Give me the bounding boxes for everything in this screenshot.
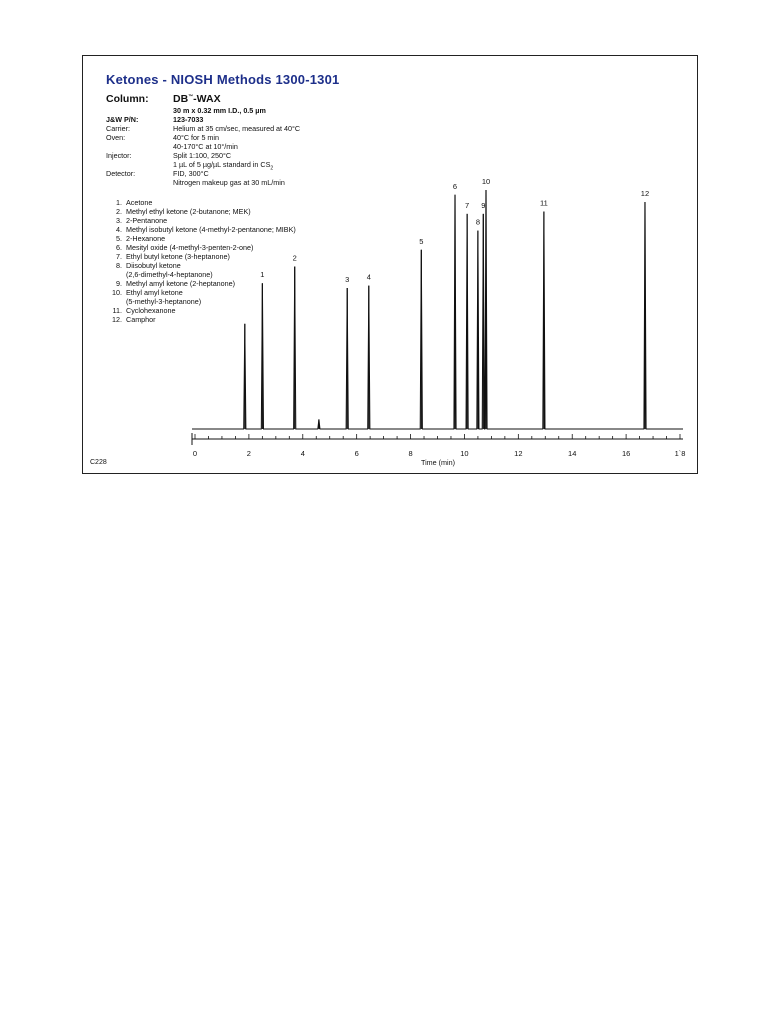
peak-label: 10: [481, 177, 491, 186]
legend-item: 8. Diisobutyl ketone: [116, 261, 181, 270]
x-tick-label: 4: [300, 449, 305, 458]
info-value: FID, 300°C: [173, 169, 209, 178]
info-key: J&W P/N:: [106, 115, 139, 124]
legend-item: 9. Methyl amyl ketone (2-heptanone): [116, 279, 236, 288]
legend-item: 1. Acetone: [116, 198, 153, 207]
peak-label: 8: [475, 217, 481, 227]
legend-item: 2. Methyl ethyl ketone (2-butanone; MEK): [116, 207, 251, 216]
column-value-post: -WAX: [193, 93, 221, 105]
x-tick-label: 1`8: [674, 449, 686, 458]
peak-label: 4: [366, 272, 371, 282]
page-title: Ketones - NIOSH Methods 1300-1301: [106, 72, 340, 87]
legend-item: 12. Camphor: [112, 315, 156, 324]
info-key: Detector:: [106, 169, 136, 178]
x-tick-label: 6: [354, 449, 359, 458]
chromatogram-trace: [192, 190, 683, 429]
peak-label: 2: [292, 253, 297, 263]
x-tick-label: 10: [460, 449, 469, 458]
column-label: Column:: [106, 93, 149, 105]
x-tick-label: 14: [568, 449, 577, 458]
x-tick-label: 8: [408, 449, 413, 458]
legend-item: 10. Ethyl amyl ketone: [112, 288, 183, 297]
info-value: 40-170°C at 10°/min: [173, 142, 238, 151]
info-value: 1 µL of 5 µg/µL standard in $CS_2$: [173, 160, 274, 172]
info-key: Injector:: [106, 151, 132, 160]
peak-label: 7: [465, 200, 470, 210]
x-tick-label: 16: [621, 449, 631, 458]
peak-label: 1: [260, 270, 265, 280]
peak-label: 12: [640, 188, 650, 198]
peak-label: 9: [481, 200, 486, 210]
legend-item: 3. 2-Pentanone: [116, 216, 168, 225]
x-axis-label: Time (min): [420, 458, 456, 467]
x-tick-label: 12: [514, 449, 523, 458]
column-value-pre: DB: [173, 93, 189, 105]
info-value: Split 1:100, 250°C: [173, 151, 232, 160]
legend-item: 7. Ethyl butyl ketone (3-heptanone): [116, 252, 230, 261]
peak-label: 11: [540, 198, 548, 208]
figure-code: C228: [90, 459, 107, 466]
info-value: Helium at 35 cm/sec, measured at 40°C: [173, 124, 301, 133]
legend-item: 6. Mesityl oxide (4-methyl-3-penten-2-one): [116, 243, 254, 252]
x-tick-label: 2: [246, 449, 251, 458]
info-value: 30 m x 0.32 mm I.D., 0.5 µm: [173, 106, 266, 115]
legend-item: 5. 2-Hexanone: [116, 234, 166, 243]
x-tick-label: 0: [192, 449, 198, 458]
peak-label: 3: [345, 274, 350, 284]
legend-item: (5-methyl-3-heptanone): [126, 297, 202, 306]
info-value: Nitrogen makeup gas at 30 mL/min: [173, 178, 285, 187]
trademark-mark: ™: [188, 94, 194, 100]
info-key: Carrier:: [106, 124, 130, 133]
peak-label: 6: [452, 181, 458, 191]
peak-label: 5: [419, 236, 424, 246]
legend-item: 4. Methyl isobutyl ketone (4-methyl-2-pentanone; MIBK): [116, 225, 296, 234]
info-value: 123-7033: [173, 115, 204, 124]
legend-item: 11. Cyclohexanone: [112, 306, 176, 315]
legend-item: (2,6-dimethyl-4-heptanone): [126, 270, 213, 279]
info-value: 40°C for 5 min: [173, 133, 220, 142]
info-key: Oven:: [106, 133, 126, 142]
